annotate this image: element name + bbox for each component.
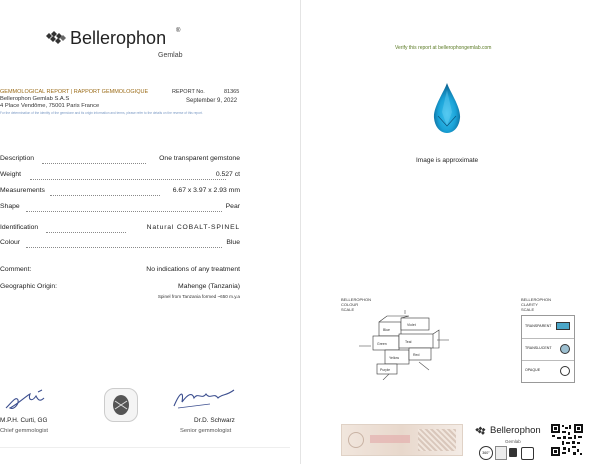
registered-mark: ® [176, 28, 181, 34]
clarity-level: TRANSPARENT [522, 316, 574, 339]
field-label: Measurements [0, 187, 45, 194]
image-caption: Image is approximate [416, 157, 479, 164]
field-label: Identification [0, 224, 39, 231]
signatory-2-name: Dr.D. Schwarz [194, 417, 235, 424]
footer-brand: Bellerophon [490, 425, 541, 436]
report-number: 81365 [224, 89, 240, 95]
comment-value: No indications of any treatment [146, 266, 240, 273]
clarity-scale-title: BELLEROPHON CLARITY SCALE [521, 297, 552, 312]
colour-cube-diagram [349, 310, 461, 380]
comment-label: Comment: [0, 266, 32, 273]
field-value: 6.67 x 3.97 x 2.93 mm [172, 187, 240, 194]
signatory-1-name: M.P.H. Curti, GG [0, 417, 48, 424]
report-date: September 9, 2022 [186, 98, 238, 104]
bellerophon-logo-icon [44, 30, 66, 46]
stamp-seal-icon [104, 388, 138, 422]
colour-scale-title: BELLEROPHON COLOUR SCALE [341, 297, 372, 312]
footer-divider [0, 447, 290, 448]
cube-label: Purple [380, 368, 391, 372]
clarity-level: OPAQUE [522, 360, 574, 382]
clarity-marker [556, 322, 570, 330]
field-label: Colour [0, 239, 21, 246]
field-label: Description [0, 155, 34, 162]
cube-label: Green [377, 342, 387, 346]
clarity-scale-box [521, 315, 575, 383]
company-name: Bellerophon Gemlab S.A.S [0, 96, 70, 102]
qr-code-icon[interactable] [551, 424, 583, 456]
cube-label: Violet [407, 323, 416, 327]
brand-sub: Gemlab [158, 52, 183, 59]
field-value: Pear [225, 203, 240, 210]
field-value: 0.527 ct [215, 171, 240, 178]
report-title: GEMMOLOGICAL REPORT | RAPPORT GEMMOLOGIQUE [0, 89, 149, 95]
field-value: One transparent gemstone [159, 155, 240, 162]
guilloche-pattern [418, 429, 456, 451]
origin-note: Spinel from Tanzania formed ~650 m.y.a [157, 294, 240, 299]
badge-360-icon: 360° [479, 446, 493, 460]
brand-name: Bellerophon [70, 28, 167, 48]
cube-label: Blue [383, 328, 391, 332]
hologram-seal-icon [348, 432, 364, 448]
footer-logo-icon [474, 425, 488, 437]
report-back-page [301, 0, 600, 464]
gemstone-image [432, 82, 462, 134]
origin-value: Mahenge (Tanzania) [178, 283, 240, 290]
security-hologram-strip [341, 424, 463, 456]
document-icon [495, 446, 507, 460]
clarity-level: TRANSLUCENT [522, 338, 574, 361]
company-address: 4 Place Vendôme, 75001 Paris France [0, 103, 100, 109]
disclaimer-note: For the determination of the identity of the gemstone and its origin information and terms, please refer to the details on the reverse of this report. [0, 111, 203, 115]
signatory-2-title: Senior gemmologist [180, 428, 232, 434]
signatory-1-title: Chief gemmologist [0, 428, 49, 434]
field-value: Blue [226, 239, 240, 246]
field-value: Natural COBALT-SPINEL [146, 224, 240, 231]
cube-label: Yellow [389, 356, 399, 360]
field-label: Shape [0, 203, 20, 210]
report-number-label: REPORT No. [172, 89, 205, 95]
lock-icon [509, 448, 517, 457]
verify-link[interactable]: Verify this report at bellerophongemlab.com [395, 45, 492, 51]
cube-label: Teal [405, 340, 412, 344]
signature-schwarz [170, 384, 240, 414]
origin-label: Geographic Origin: [0, 283, 58, 290]
footer-sub: Gemlab [505, 439, 521, 444]
cube-label: Red [413, 353, 420, 357]
mobile-check-icon [521, 447, 534, 460]
field-label: Weight [0, 171, 22, 178]
signature-curti [4, 382, 64, 414]
